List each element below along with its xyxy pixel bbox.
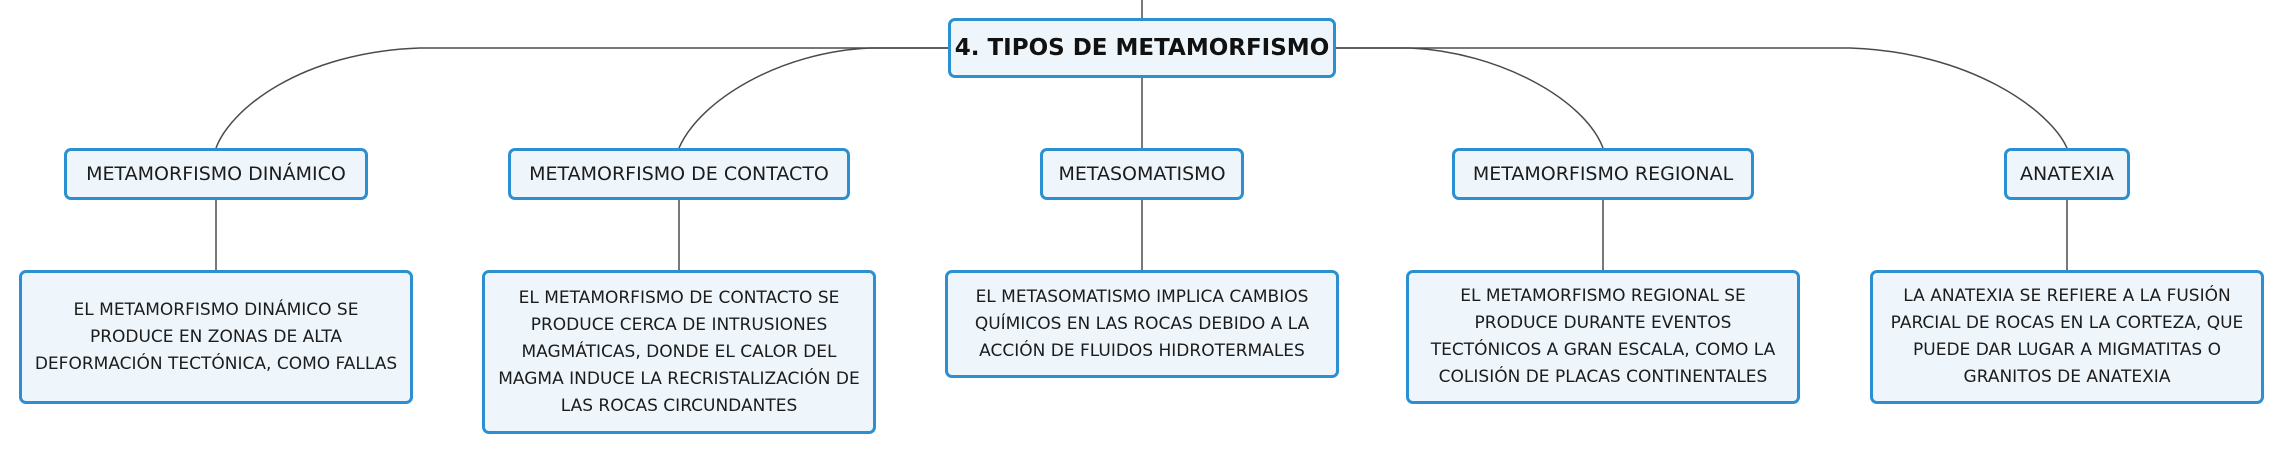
topic-node-metasomatismo[interactable]: METASOMATISMO	[1040, 148, 1244, 200]
connector-root-anatexia	[1336, 48, 2067, 148]
connector-root-regional	[1336, 48, 1603, 148]
description-node-metasomatismo[interactable]: EL METASOMATISMO IMPLICA CAMBIOS QUÍMICOS EN LAS ROCAS DEBIDO A LA ACCIÓN DE FLUIDOS HIDROTERMALES	[945, 270, 1339, 378]
topic-node-metamorfismo-regional[interactable]: METAMORFISMO REGIONAL	[1452, 148, 1754, 200]
connector-root-dinamico	[216, 48, 948, 148]
connector-root-contacto	[679, 48, 948, 148]
description-node-metamorfismo-dinamico[interactable]: EL METAMORFISMO DINÁMICO SE PRODUCE EN ZONAS DE ALTA DEFORMACIÓN TECTÓNICA, COMO FALLAS	[19, 270, 413, 404]
topic-node-metamorfismo-de-contacto[interactable]: METAMORFISMO DE CONTACTO	[508, 148, 850, 200]
description-node-anatexia[interactable]: LA ANATEXIA SE REFIERE A LA FUSIÓN PARCIAL DE ROCAS EN LA CORTEZA, QUE PUEDE DAR LUGAR A MIGMATITAS O GRANITOS DE ANATEXIA	[1870, 270, 2264, 404]
root-node-title[interactable]: 4. TIPOS DE METAMORFISMO	[948, 18, 1336, 78]
description-node-metamorfismo-de-contacto[interactable]: EL METAMORFISMO DE CONTACTO SE PRODUCE CERCA DE INTRUSIONES MAGMÁTICAS, DONDE EL CALOR DEL MAGMA INDUCE LA RECRISTALIZACIÓN DE LAS ROCAS CIRCUNDANTES	[482, 270, 876, 434]
topic-node-metamorfismo-dinamico[interactable]: METAMORFISMO DINÁMICO	[64, 148, 368, 200]
topic-node-anatexia[interactable]: ANATEXIA	[2004, 148, 2130, 200]
description-node-metamorfismo-regional[interactable]: EL METAMORFISMO REGIONAL SE PRODUCE DURANTE EVENTOS TECTÓNICOS A GRAN ESCALA, COMO LA COLISIÓN DE PLACAS CONTINENTALES	[1406, 270, 1800, 404]
